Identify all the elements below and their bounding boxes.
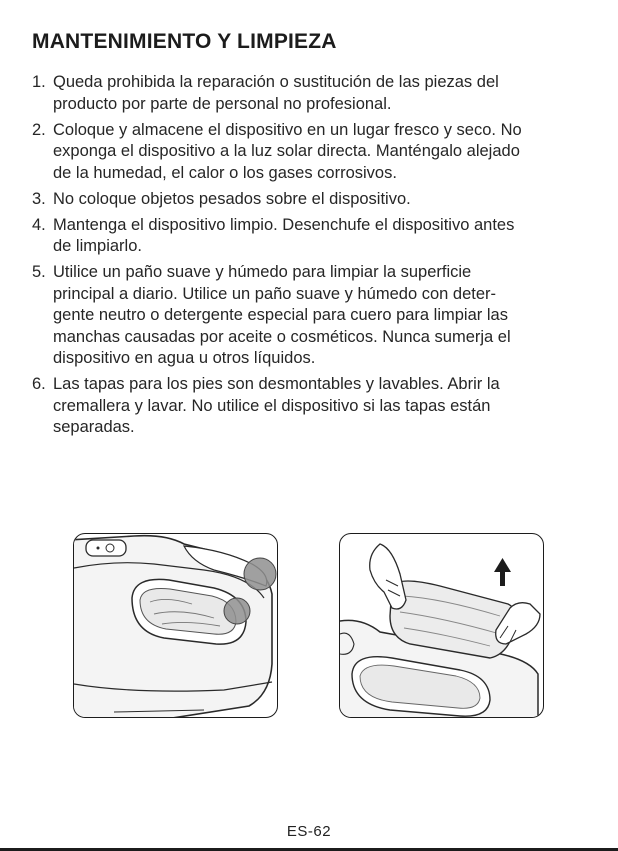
step-line: No coloque objetos pesados sobre el dispositivo.	[53, 189, 411, 208]
step-number: 6.	[32, 375, 46, 393]
step-line: manchas causadas por aceite o cosméticos. Nunca sumerja el	[53, 327, 511, 346]
list-item	[32, 262, 592, 370]
step-line: de limpiarlo.	[53, 237, 142, 255]
list-item	[32, 215, 592, 258]
page-title: MANTENIMIENTO Y LIMPIEZA	[32, 30, 337, 53]
step-line: separadas.	[53, 418, 135, 436]
step-number: 4.	[32, 215, 46, 234]
step-line: exponga el dispositivo a la luz solar directa. Manténgalo alejado	[53, 142, 520, 160]
step-line: gente neutro o detergente especial para cuero para limpiar las	[53, 306, 508, 324]
foot-massager-zipper-illustration	[73, 533, 278, 718]
list-item	[32, 120, 592, 185]
step-number: 1.	[32, 73, 46, 91]
step-line: producto por parte de personal no profesional.	[53, 94, 392, 113]
list-item	[32, 189, 592, 211]
step-number: 2.	[32, 120, 46, 139]
step-line: Queda prohibida la reparación o sustitución de las piezas del	[53, 73, 499, 91]
list-item	[32, 72, 592, 115]
maintenance-steps-list	[32, 72, 592, 443]
step-line: Utilice un paño suave y húmedo para limpiar la superficie	[53, 263, 472, 281]
step-line: Coloque y almacene el dispositivo en un lugar fresco y seco. No	[53, 120, 522, 139]
page-number: ES-62	[286, 823, 332, 840]
step-number: 3.	[32, 189, 46, 208]
list-item	[32, 374, 592, 439]
removing-foot-cover-illustration	[339, 533, 544, 718]
step-line: Las tapas para los pies son desmontables y lavables. Abrir la	[53, 375, 500, 393]
step-line: cremallera y lavar. No utilice el dispositivo si las tapas están	[53, 396, 491, 415]
step-line: dispositivo en agua u otros líquidos.	[53, 349, 316, 367]
step-line: Mantenga el dispositivo limpio. Desenchufe el dispositivo antes	[53, 215, 515, 234]
step-number: 5.	[32, 263, 46, 281]
step-line: principal a diario. Utilice un paño suave y húmedo con deter-	[53, 284, 497, 303]
step-line: de la humedad, el calor o los gases corrosivos.	[53, 163, 397, 182]
